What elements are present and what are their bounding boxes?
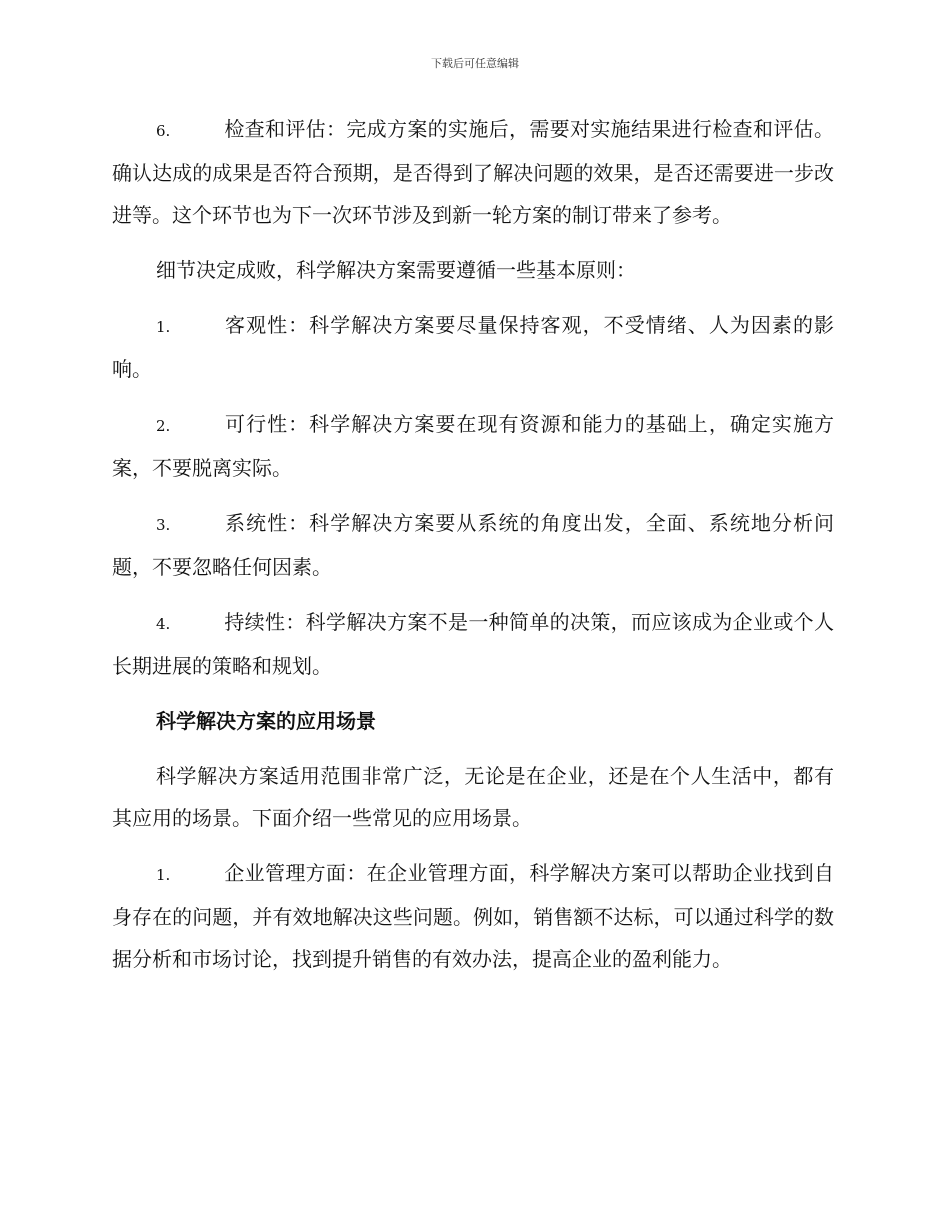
page-header: 下载后可任意编辑 bbox=[431, 57, 519, 70]
list-number: 4. bbox=[156, 615, 171, 633]
list-number: 2. bbox=[156, 417, 171, 435]
scenario-item bbox=[112, 852, 834, 980]
list-number: 1. bbox=[156, 866, 171, 884]
section-intro: 科学解决方案适用范围非常广泛，无论是在企业，还是在个人生活中，都有其应用的场景。下面介绍一些常见的应用场景。 bbox=[112, 764, 834, 830]
document-body bbox=[112, 108, 834, 993]
list-text: 可行性：科学解决方案要在现有资源和能力的基础上，确定实施方案，不要脱离实际。 bbox=[112, 412, 834, 480]
principles-intro: 细节决定成败，科学解决方案需要遵循一些基本原则： bbox=[156, 258, 636, 282]
list-text: 持续性：科学解决方案不是一种简单的决策，而应该成为企业或个人长期进展的策略和规划。 bbox=[112, 610, 834, 678]
list-text: 企业管理方面：在企业管理方面，科学解决方案可以帮助企业找到自身存在的问题，并有效地解决这些问题。例如，销售额不达标，可以通过科学的数据分析和市场讨论，找到提升销售的有效办法，提高企业的盈利能力。 bbox=[112, 861, 834, 971]
principle-item bbox=[112, 403, 834, 489]
principle-item bbox=[112, 502, 834, 588]
list-text: 客观性：科学解决方案要尽量保持客观，不受情绪、人为因素的影响。 bbox=[112, 313, 834, 381]
list-number: 6. bbox=[156, 122, 171, 140]
principle-item bbox=[112, 601, 834, 687]
list-text: 系统性：科学解决方案要从系统的角度出发，全面、系统地分析问题，不要忽略任何因素。 bbox=[112, 511, 834, 579]
section-heading: 科学解决方案的应用场景 bbox=[156, 709, 376, 733]
list-number: 1. bbox=[156, 318, 171, 336]
list-text: 检查和评估：完成方案的实施后，需要对实施结果进行检查和评估。确认达成的成果是否符合预期，是否得到了解决问题的效果，是否还需要进一步改进等。这个环节也为下一次环节涉及到新一轮方案的制订带来了参考。 bbox=[112, 117, 834, 227]
principle-item bbox=[112, 304, 834, 390]
list-item-step-6 bbox=[112, 108, 834, 236]
list-number: 3. bbox=[156, 516, 171, 534]
